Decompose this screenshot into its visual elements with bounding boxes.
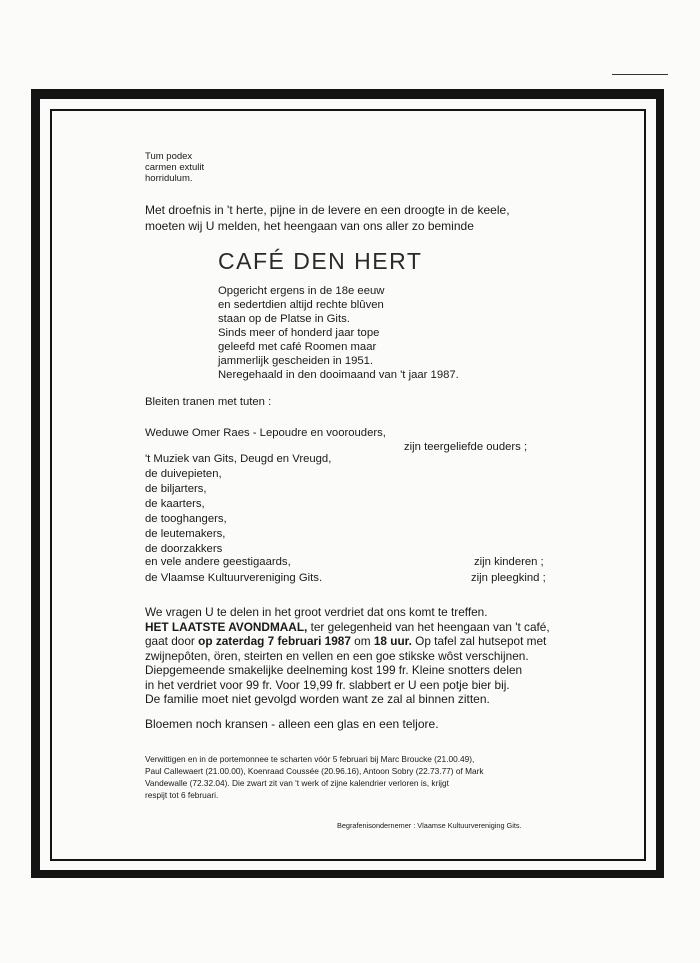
invite-line-6: in het verdriet voor 99 fr. Voor 19,99 fr. slabbert er U een potje bier bij. <box>145 677 510 692</box>
page-title: CAFÉ DEN HERT <box>218 248 423 274</box>
family-note: De familie moet niet gevolgd worden want ze zal al binnen zitten. <box>145 692 490 706</box>
invite-line-4: zwijnepôten, ören, steirten en vellen en een goe stikske wôst verschijnen. <box>145 648 529 663</box>
history-line-4: Sinds meer of honderd jaar tope <box>218 327 380 339</box>
latin-line-2: carmen extulit <box>145 162 205 173</box>
invite-line-3 <box>145 634 550 649</box>
foster-name: de Vlaamse Kultuurvereniging Gits. <box>145 572 323 584</box>
foster-role: zijn pleegkind ; <box>471 572 546 584</box>
latin-line-3: horridulum. <box>145 173 193 184</box>
invite-line-2 <box>145 620 550 635</box>
history-line-5: geleefd met café Roomen maar <box>218 341 377 353</box>
history-line-1: Opgericht ergens in de 18e eeuw <box>218 285 385 297</box>
history-line-6: jammerlijk gescheiden in 1951. <box>218 355 374 367</box>
child-line-1: 't Muziek van Gits, Deugd en Vreugd, <box>145 453 332 465</box>
invite-time: 18 uur. <box>373 634 412 648</box>
history-line-7: Neregehaald in den dooimaand van 't jaar 1987. <box>218 369 459 381</box>
intro-line-1: Met droefnis in 't herte, pijne in de levere en een droogte in de keele, <box>145 203 510 217</box>
flowers-note: Bloemen noch kransen - alleen een glas en een teljore. <box>145 717 439 731</box>
notice-line-2: Paul Callewaert (21.00.00), Koenraad Coussée (20.96.16), Antoon Sobry (22.73.77) of Mark <box>145 766 484 776</box>
scan-edge-line <box>612 74 668 75</box>
parents-role: zijn teergeliefde ouders ; <box>404 441 528 453</box>
undertaker-line: Begrafenisondernemer : Vlaamse Kultuurvereniging Gits. <box>337 821 522 830</box>
invite-line-3-mid: om <box>350 634 374 648</box>
child-line-4: de kaarters, <box>145 498 205 510</box>
invite-line-3-post: Op tafel zal hutsepot met <box>411 634 547 648</box>
invite-line-5: Diepgemeende smakelijke deelneming kost 199 fr. Kleine snotters delen <box>145 663 523 677</box>
child-line-6: de leutemakers, <box>145 528 226 540</box>
child-line-8: en vele andere geestigaards, <box>145 556 291 568</box>
child-line-2: de duivepieten, <box>145 468 222 480</box>
invite-bold-intro: HET LAATSTE AVONDMAAL, <box>145 619 308 634</box>
child-line-3: de biljarters, <box>145 483 207 495</box>
invite-line-1: We vragen U te delen in het groot verdriet dat ons komt te treffen. <box>145 605 488 619</box>
intro-line-2: moeten wij U melden, het heengaan van ons aller zo beminde <box>145 219 474 233</box>
child-line-5: de tooghangers, <box>145 513 227 525</box>
invite-date: op zaterdag 7 februari 1987 <box>198 634 351 648</box>
invite-line-2-rest: ter gelegenheid van het heengaan van 't café, <box>307 619 550 634</box>
invitation-block <box>145 605 550 692</box>
mourners-intro: Bleiten tranen met tuten : <box>145 396 272 408</box>
children-role: zijn kinderen ; <box>474 556 544 568</box>
history-line-3: staan op de Platse in Gits. <box>218 313 350 325</box>
invite-line-3-pre: gaat door <box>145 634 199 648</box>
latin-line-1: Tum podex <box>145 151 193 162</box>
history-line-2: en sedertdien altijd rechte blûven <box>218 299 384 311</box>
notice-line-4: respijt tot 6 februari. <box>145 790 219 800</box>
notice-line-3: Vandewalle (72.32.04). Die zwart zit van 't werk of zijne kalendrier verloren is, krijgt <box>145 778 449 788</box>
child-line-7: de doorzakkers <box>145 543 223 555</box>
parents-names: Weduwe Omer Raes - Lepoudre en voorouders, <box>145 427 386 439</box>
notice-line-1: Verwittigen en in de portemonnee te scharten vóór 5 februari bij Marc Broucke (21.00.49), <box>145 754 475 764</box>
